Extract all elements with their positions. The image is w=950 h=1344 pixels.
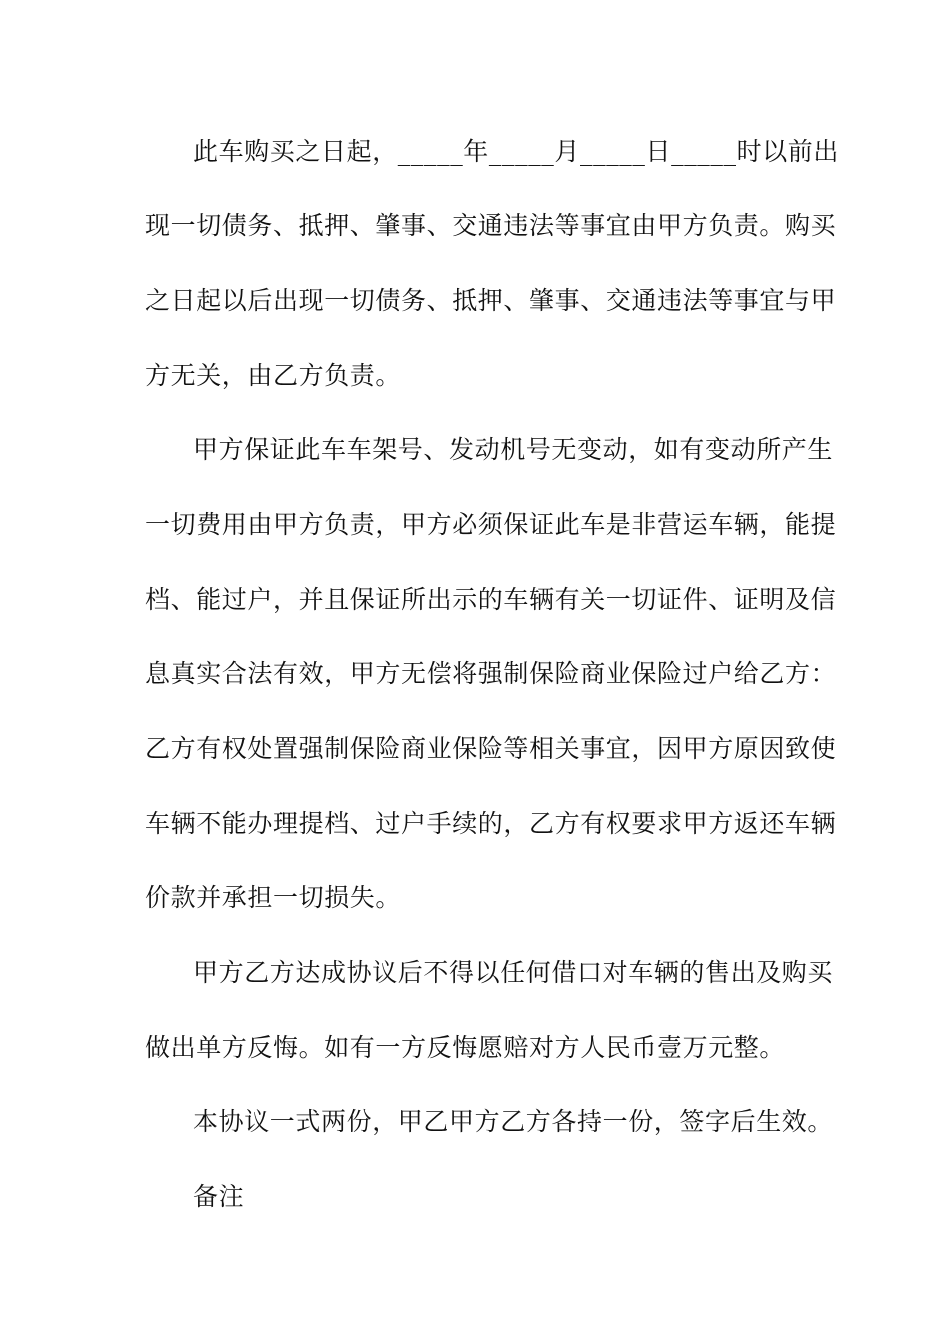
paragraph-4-line-1: 本协议一式两份，甲乙甲方乙方各持一份，签字后生效。	[193, 1107, 834, 1136]
paragraph-1-line-3: 之日起以后出现一切债务、抵押、肇事、交通违法等事宜与甲	[145, 286, 837, 315]
paragraph-1-line-4: 方无关，由乙方负责。	[145, 361, 402, 390]
paragraph-3-line-1: 甲方乙方达成协议后不得以任何借口对车辆的售出及购买	[193, 958, 834, 987]
paragraph-3-line-2: 做出单方反悔。如有一方反悔愿赔对方人民币壹万元整。	[145, 1033, 786, 1062]
paragraph-2-line-3: 档、能过户，并且保证所出示的车辆有关一切证件、证明及信	[145, 585, 837, 614]
paragraph-2-line-1: 甲方保证此车车架号、发动机号无变动，如有变动所产生	[193, 435, 834, 464]
paragraph-2-line-4: 息真实合法有效，甲方无偿将强制保险商业保险过户给乙方：	[145, 659, 837, 688]
paragraph-2-line-7: 价款并承担一切损失。	[145, 883, 402, 912]
paragraph-2-line-6: 车辆不能办理提档、过户手续的，乙方有权要求甲方返还车辆	[145, 809, 837, 838]
paragraph-1-line-2: 现一切债务、抵押、肇事、交通违法等事宜由甲方负责。购买	[145, 211, 837, 240]
paragraph-1-line-1: 此车购买之日起，_____年_____月_____日_____时以前出	[193, 137, 840, 166]
paragraph-2-line-5: 乙方有权处置强制保险商业保险等相关事宜，因甲方原因致使	[145, 734, 837, 763]
paragraph-2-line-2: 一切费用由甲方负责，甲方必须保证此车是非营运车辆，能提	[145, 510, 837, 539]
remarks-heading: 备注	[193, 1182, 245, 1211]
